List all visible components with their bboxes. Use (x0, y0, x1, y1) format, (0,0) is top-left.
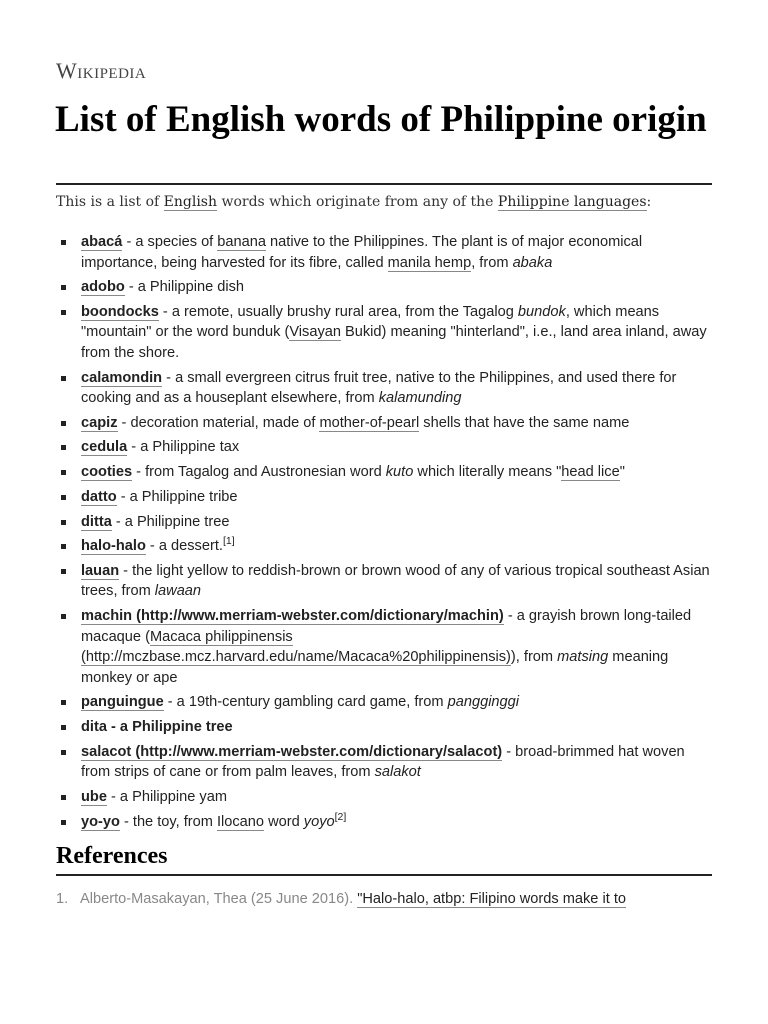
list-item: cedula - a Philippine tax (56, 437, 716, 458)
link-philippine-languages[interactable]: Philippine languages (497, 194, 647, 210)
references-divider (56, 874, 712, 876)
term-link-ditta[interactable]: ditta (81, 513, 112, 530)
intro-text: words which originate from any of the (217, 194, 498, 210)
link-manila-hemp[interactable]: manila hemp (387, 254, 472, 271)
link-ilocano[interactable]: Ilocano (216, 813, 265, 830)
term-link-capiz[interactable]: capiz (81, 414, 118, 431)
page-title: List of English words of Philippine origin (55, 99, 707, 140)
link-macaca-philippinensis[interactable]: Macaca philippinensis (http://mczbase.mcz.harvard.edu/name/Macaca%20philippinensis) (81, 628, 511, 666)
list-item: ube - a Philippine yam (56, 787, 716, 808)
list-item: calamondin - a small evergreen citrus fruit tree, native to the Philippines, and used there for cooking and as a houseplant elsewhere, from kalamunding (56, 368, 716, 409)
link-english[interactable]: English (163, 194, 218, 210)
list-item: lauan - the light yellow to reddish-brown or brown wood of any of various tropical southeast Asian trees, from lawaan (56, 561, 716, 602)
list-item: salacot (http://www.merriam-webster.com/dictionary/salacot) - broad-brimmed hat woven from strips of cane or from palm leaves, from salakot (56, 742, 716, 783)
intro-paragraph (56, 191, 716, 213)
list-item: yo-yo - the toy, from Ilocano word yoyo[2] (56, 812, 716, 833)
term-link-machin[interactable]: machin (http://www.merriam-webster.com/dictionary/machin) (81, 608, 504, 625)
reference-item (56, 889, 736, 909)
list-item: datto - a Philippine tribe (56, 487, 716, 508)
list-item: ditta - a Philippine tree (56, 512, 716, 533)
list-item: halo-halo - a dessert.[1] (56, 536, 716, 557)
reference-link[interactable]: "Halo-halo, atbp: Filipino words make it to (357, 891, 626, 907)
term-link-calamondin[interactable]: calamondin (81, 369, 163, 386)
term-link-adobo[interactable]: adobo (81, 279, 125, 296)
term-link-panguingue[interactable]: panguingue (81, 694, 164, 711)
term-link-datto[interactable]: datto (81, 488, 117, 505)
reference-number: 1. (56, 891, 69, 907)
word-list (56, 232, 716, 836)
list-item: abacá - a species of banana native to the Philippines. The plant is of major economical importance, being harvested for its fibre, called manila hemp, from abaka (56, 232, 716, 273)
list-item: panguingue - a 19th-century gambling card game, from pangginggi (56, 692, 716, 713)
term-dita: dita - a Philippine tree (81, 718, 233, 735)
intro-text: This is a list of (56, 194, 164, 210)
link-mother-of-pearl[interactable]: mother-of-pearl (319, 414, 420, 431)
reference-text: Alberto-Masakayan, Thea (25 June 2016). (80, 891, 358, 907)
term-link-cooties[interactable]: cooties (81, 464, 133, 481)
term-link-salacot[interactable]: salacot (http://www.merriam-webster.com/dictionary/salacot) (81, 743, 503, 760)
citation-1[interactable]: [1] (222, 535, 235, 548)
term-link-boondocks[interactable]: boondocks (81, 303, 159, 320)
list-item: machin (http://www.merriam-webster.com/dictionary/machin) - a grayish brown long-tailed macaque (Macaca philippinensis (http://mczbase.mcz.harvard.edu/name/Macaca%20philippinensis)), from matsing meaning monkey or ape (56, 606, 716, 688)
title-divider (56, 183, 712, 185)
list-item (56, 717, 716, 738)
list-item: capiz - decoration material, made of mother-of-pearl shells that have the same name (56, 413, 716, 434)
link-head-lice[interactable]: head lice (561, 464, 620, 481)
intro-text: : (646, 194, 652, 210)
term-link-cedula[interactable]: cedula (81, 439, 128, 456)
link-banana[interactable]: banana (217, 234, 266, 250)
list-item: cooties - from Tagalog and Austronesian word kuto which literally means "head lice" (56, 462, 716, 483)
term-link-lauan[interactable]: lauan (81, 562, 120, 579)
wikipedia-wordmark: Wikipedia (56, 58, 147, 83)
list-item: boondocks - a remote, usually brushy rural area, from the Tagalog bundok, which means "mountain" or the word bunduk (Visayan Bukid) meaning "hinterland", i.e., land area inland, away from the shore. (56, 302, 716, 364)
term-link-halo-halo[interactable]: halo-halo (81, 538, 146, 555)
term-link-yo-yo[interactable]: yo-yo (81, 813, 120, 830)
list-item: adobo - a Philippine dish (56, 277, 716, 298)
references-heading: References (56, 843, 168, 869)
link-visayan[interactable]: Visayan (289, 324, 341, 341)
term-link-ube[interactable]: ube (81, 788, 107, 805)
term-link-abaca[interactable]: abacá (81, 234, 123, 250)
citation-2[interactable]: [2] (334, 810, 347, 823)
